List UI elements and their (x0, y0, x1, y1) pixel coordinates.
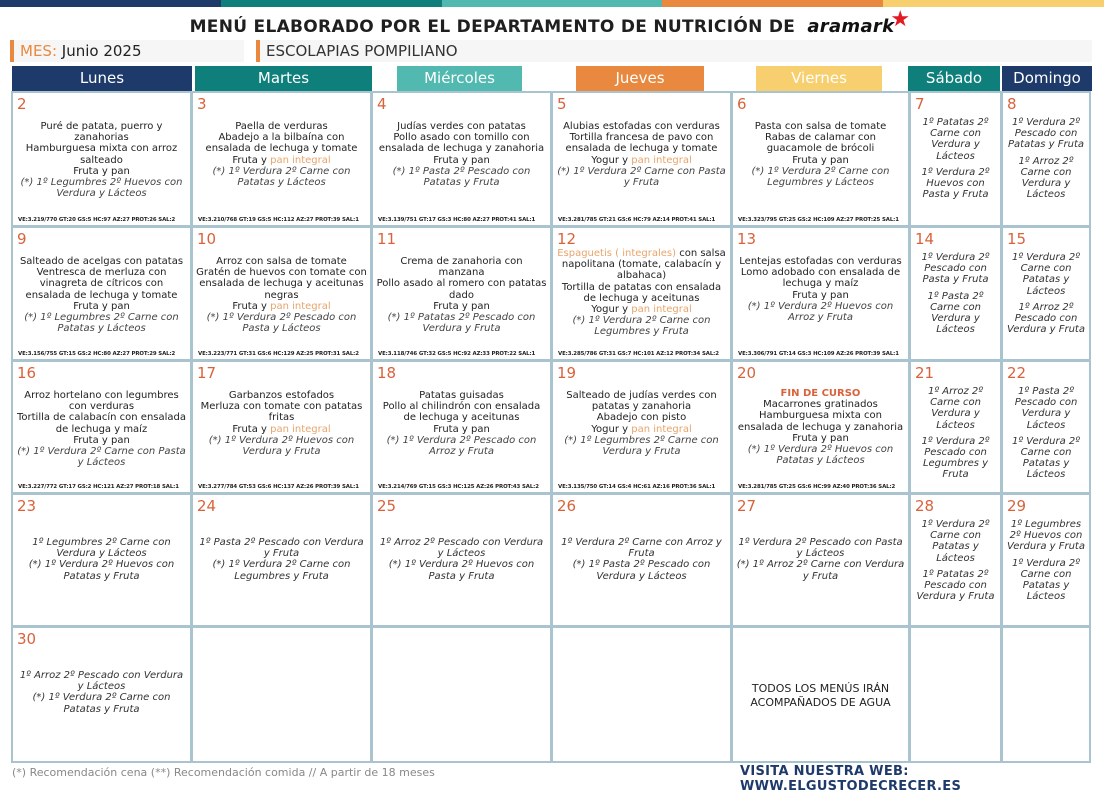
day-number: 9 (17, 230, 27, 248)
menu-line: Pasta con salsa de tomate (754, 121, 887, 132)
dinner-recommendation: (*) 1º Verdura 2º Carne con Pasta y Fruta (557, 165, 726, 189)
day-number: 4 (377, 95, 387, 113)
day-cell (909, 626, 1002, 763)
menu-line: Abadejo con pisto (596, 412, 687, 424)
dinner-recommendation: (*) 1º Verdura 2º Carne con Legumbres y Fruta (572, 315, 711, 338)
footer-website-link[interactable]: VISITA NUESTRA WEB: WWW.ELGUSTODECRECER.ES (740, 764, 962, 794)
weekend-menu (1006, 519, 1086, 607)
star-icon: ★ (890, 7, 911, 32)
day-cell (731, 493, 910, 627)
day-cell (731, 626, 910, 763)
menu-line (556, 155, 727, 166)
day-cell (1001, 91, 1091, 227)
day-number: 19 (557, 364, 577, 382)
day-cell (191, 626, 372, 763)
day-header-martes: Martes (195, 66, 372, 91)
footer-note: (*) Recomendación cena (**) Recomendación comida // A partir de 18 meses (12, 766, 435, 779)
day-number: 10 (197, 230, 217, 248)
nutrition-info: VE:3.285/786 GT:31 GS:7 HC:101 AZ:12 PROT:34 SAL:2 (558, 351, 719, 357)
day-number: 20 (737, 364, 757, 382)
day-number: 26 (557, 497, 577, 515)
menu-line: Tortilla de calabacín con ensalada de lechuga y maíz (16, 412, 187, 435)
weekend-menu (914, 519, 997, 607)
day-header-sábado: Sábado (908, 66, 1000, 91)
day-number: 29 (1007, 497, 1027, 515)
menu-content (736, 388, 905, 466)
menu-content (196, 390, 367, 457)
dessert-text: Fruta y (232, 154, 271, 166)
nutrition-info: VE:3.323/795 GT:25 GS:2 HC:109 AZ:27 PROT:25 SAL:1 (738, 217, 899, 223)
day-cell (1001, 226, 1091, 361)
menu-line (556, 304, 727, 315)
day-number: 28 (915, 497, 935, 515)
day-number: 17 (197, 364, 217, 382)
menu-content (16, 121, 187, 199)
day-number: 6 (737, 95, 747, 113)
menu-line: Tortilla francesa de pavo con ensalada de lechuga y tomate (565, 132, 718, 155)
menu-line: Fruta y pan (792, 289, 849, 301)
menu-line: Pollo asado con tomillo con ensalada de lechuga y zanahoria (378, 132, 545, 155)
nutrition-info: VE:3.219/770 GT:20 GS:5 HC:97 AZ:27 PROT:26 SAL:2 (18, 217, 176, 223)
menu-line: Fruta y pan (433, 154, 490, 166)
nutrition-info: VE:3.277/784 GT:53 GS:6 HC:137 AZ:26 PROT:39 SAL:1 (198, 484, 359, 490)
weekend-recommendation: 1º Legumbres 2º Huevos con Verdura y Fruta (1007, 519, 1085, 553)
menu-content (376, 390, 547, 457)
school-box (256, 40, 1092, 62)
day-number: 23 (17, 497, 37, 515)
nutrition-info: VE:3.118/746 GT:32 GS:5 HC:92 AZ:33 PROT:22 SAL:1 (378, 351, 536, 357)
day-cell (371, 360, 552, 494)
menu-line: Crema de zanahoria con manzana (400, 256, 523, 279)
month-value: Junio 2025 (61, 42, 142, 60)
dessert-text: Yogur y (591, 304, 632, 316)
day-number: 3 (197, 95, 207, 113)
menu-line: Judías verdes con patatas (397, 121, 526, 132)
menu-line: Fruta y pan (792, 154, 849, 166)
day-cell (1001, 360, 1091, 494)
day-cell (1001, 493, 1091, 627)
weekend-recommendation: 1º Patatas 2º Carne con Verdura y Lácteos (922, 117, 989, 162)
dinner-recommendation: (*) 1º Verdura 2º Pescado con Arroz y Fruta (386, 434, 537, 458)
recommendation: 1º Verdura 2º Pescado con Pasta y Lácteos (738, 537, 903, 560)
day-number: 18 (377, 364, 397, 382)
day-cell (731, 360, 910, 494)
day-cell (191, 360, 372, 494)
dinner-recommendation: (*) 1º Arroz 2º Carne con Verdura y Fruta (736, 559, 905, 582)
menu-line: Pollo al chilindrón con ensalada de lechuga y aceitunas (382, 401, 541, 424)
dessert-text: Fruta y (232, 300, 271, 312)
nutrition-info: VE:3.210/768 GT:19 GS:5 HC:112 AZ:27 PROT:39 SAL:1 (198, 217, 359, 223)
day-cell (551, 360, 732, 494)
menu-line: Merluza con tomate con patatas fritas (200, 401, 363, 424)
dinner-recommendation: (*) 1º Patatas 2º Pescado con Verdura y Fruta (387, 312, 536, 335)
dinner-recommendation: (*) 1º Verdura 2º Huevos con Arroz y Fruta (747, 300, 894, 324)
menu-line: Ventresca de merluza con vinagreta de cítricos con ensalada de lechuga y tomate (25, 267, 178, 301)
day-cell (731, 91, 910, 227)
weekend-recommendation: 1º Verdura 2º Pescado con Patatas y Fruta (1008, 117, 1084, 151)
water-note: TODOS LOS MENÚS IRÁN ACOMPAÑADOS DE AGUA (750, 682, 891, 709)
day-header-domingo: Domingo (1002, 66, 1092, 91)
menu-line (196, 301, 367, 312)
menu-line: Fruta y pan (73, 165, 130, 177)
weekend-recommendation: 1º Verdura 2º Carne con Patatas y Lácteos (921, 519, 990, 564)
day-cell (11, 91, 192, 227)
day-header-lunes: Lunes (12, 66, 192, 91)
page-title (0, 7, 1104, 38)
day-cell (191, 91, 372, 227)
weekend-menu (914, 117, 997, 205)
weekend-menu (914, 252, 997, 340)
dinner-recommendation: (*) 1º Legumbres 2º Carne con Verdura y Fruta (564, 434, 719, 458)
menu-line: Fruta y pan (433, 423, 490, 435)
menu-line: Paella de verduras (235, 121, 328, 132)
menu-line: Hamburguesa mixta con ensalada de lechuga y zanahoria (737, 410, 904, 433)
dinner-recommendation: (*) 1º Pasta 2º Pescado con Patatas y Fruta (392, 165, 531, 189)
day-cell (909, 91, 1002, 227)
menu-line (196, 424, 367, 435)
dinner-recommendation: (*) 1º Legumbres 2º Huevos con Verdura y Lácteos (20, 177, 183, 200)
dessert-text: Fruta y (232, 423, 271, 435)
menu-line: Fruta y pan (792, 432, 849, 444)
dinner-recommendation: (*) 1º Verdura 2º Pescado con Pasta y Lácteos (206, 312, 357, 335)
menu-content (736, 121, 905, 188)
weekend-recommendation: 1º Arroz 2º Carne con Verdura y Lácteos (1018, 155, 1074, 201)
menu-line (556, 424, 727, 435)
menu-line: Salteado de acelgas con patatas (19, 256, 184, 267)
menu-content (16, 256, 187, 334)
dinner-recommendation: (*) 1º Verdura 2º Huevos con Patatas y Fruta (28, 559, 175, 582)
nutrition-info: VE:3.227/772 GT:17 GS:2 HC:121 AZ:27 PROT:18 SAL:1 (18, 484, 179, 490)
day-number: 5 (557, 95, 567, 113)
day-number: 25 (377, 497, 397, 515)
integral-bread: pan integral (631, 304, 692, 316)
menu-line: Lomo adobado con ensalada de lechuga y maíz (740, 267, 901, 290)
recommendation: 1º Verdura 2º Carne con Arroz y Fruta (561, 537, 722, 560)
day-cell (11, 493, 192, 627)
day-number: 27 (737, 497, 757, 515)
recommendation: 1º Arroz 2º Pescado con Verdura y Lácteos (19, 670, 184, 693)
menu-content (16, 390, 187, 468)
weekend-menu (914, 386, 997, 486)
weekend-recommendation: 1º Arroz 2º Carne con Verdura y Lácteos (928, 386, 983, 431)
day-number: 7 (915, 95, 925, 113)
integral-highlight: Espaguetis ( integrales) (557, 248, 677, 259)
nutrition-info: VE:3.135/750 GT:14 GS:4 HC:61 AZ:16 PROT:36 SAL:1 (558, 484, 716, 490)
day-number: 30 (17, 630, 37, 648)
aramark-logo: aramark★ (807, 7, 911, 37)
dinner-recommendation: (*) 1º Verdura 2º Huevos con Verdura y Fruta (208, 434, 355, 458)
day-number: 15 (1007, 230, 1027, 248)
menu-line: Macarrones gratinados (763, 399, 878, 411)
dinner-recommendation: (*) 1º Verdura 2º Carne con Legumbres y Fruta (212, 559, 351, 582)
menu-line: Fruta y pan (73, 434, 130, 446)
menu-content (556, 248, 727, 338)
menu-line (556, 248, 727, 282)
day-number: 16 (17, 364, 37, 382)
dinner-recommendation: (*) 1º Verdura 2º Carne con Patatas y Fruta (32, 692, 171, 715)
recommendation: 1º Pasta 2º Pescado con Verdura y Fruta (199, 537, 364, 560)
weekend-recommendation: 1º Verdura 2º Pescado con Legumbres y Fruta (921, 435, 990, 481)
day-number: 22 (1007, 364, 1027, 382)
nutrition-info: VE:3.223/771 GT:31 GS:6 HC:129 AZ:25 PROT:31 SAL:2 (198, 351, 359, 357)
month-box (10, 40, 244, 62)
nutrition-info: VE:3.281/785 GT:25 GS:6 HC:99 AZ:40 PROT:36 SAL:2 (738, 484, 896, 490)
menu-line: Fruta y pan (433, 300, 490, 312)
nutrition-info: VE:3.139/751 GT:17 GS:3 HC:80 AZ:27 PROT:41 SAL:1 (378, 217, 536, 223)
weekend-menu (376, 537, 547, 582)
nutrition-info: VE:3.281/785 GT:21 GS:6 HC:79 AZ:14 PROT:41 SAL:1 (558, 217, 716, 223)
menu-line: Arroz con salsa de tomate (216, 256, 347, 267)
recommendation: 1º Legumbres 2º Carne con Verdura y Lácteos (32, 537, 171, 560)
day-cell (11, 226, 192, 361)
day-cell (909, 226, 1002, 361)
day-cell (551, 226, 732, 361)
weekend-recommendation: 1º Verdura 2º Carne con Patatas y Lácteos (1012, 252, 1080, 297)
integral-bread: pan integral (631, 423, 692, 435)
month-label: MES: (20, 42, 57, 60)
weekend-menu (556, 537, 727, 582)
dinner-recommendation: (*) 1º Pasta 2º Pescado con Verdura y Lácteos (572, 559, 711, 582)
day-header-jueves: Jueves (576, 66, 704, 91)
day-cell (191, 226, 372, 361)
integral-bread: pan integral (270, 300, 331, 312)
weekend-recommendation: 1º Verdura 2º Huevos con Pasta y Fruta (921, 166, 990, 201)
day-cell (11, 626, 192, 763)
day-cell (371, 626, 552, 763)
recommendation: 1º Arroz 2º Pescado con Verdura y Lácteos (379, 537, 544, 560)
dinner-recommendation: (*) 1º Verdura 2º Huevos con Pasta y Fruta (388, 559, 535, 582)
menu-line: Pollo asado al romero con patatas dado (376, 278, 547, 301)
menu-line-rest: con salsa napolitana (tomate, calabacín y albahaca) (561, 248, 726, 282)
integral-bread: pan integral (270, 154, 331, 166)
weekend-menu (16, 670, 187, 715)
end-of-course-label: FIN DE CURSO (780, 388, 861, 399)
weekend-recommendation: 1º Verdura 2º Carne con Patatas y Lácteos (1012, 557, 1080, 603)
menu-line: Gratén de huevos con tomate con ensalada de lechuga y aceitunas negras (196, 267, 367, 301)
weekend-menu (16, 537, 187, 582)
menu-line: Rabas de calamar con guacamole de brócoli (764, 132, 877, 155)
day-cell (909, 360, 1002, 494)
day-number: 24 (197, 497, 217, 515)
day-cell (11, 360, 192, 494)
day-header-viernes: Viernes (756, 66, 882, 91)
menu-content (196, 256, 367, 334)
day-number: 14 (915, 230, 935, 248)
top-color-bar (0, 0, 1104, 7)
menu-content (556, 390, 727, 457)
weekend-menu (1006, 252, 1086, 340)
day-cell (371, 91, 552, 227)
day-cell (909, 493, 1002, 627)
menu-content (376, 256, 547, 334)
dessert-text: Yogur y (591, 154, 632, 166)
day-cell (731, 226, 910, 361)
weekend-menu (1006, 386, 1086, 486)
day-cell (191, 493, 372, 627)
day-number: 12 (557, 230, 577, 248)
nutrition-info: VE:3.214/769 GT:15 GS:3 HC:125 AZ:26 PROT:43 SAL:2 (378, 484, 539, 490)
weekend-recommendation: 1º Arroz 2º Pescado con Verdura y Fruta (1007, 301, 1085, 336)
menu-line: Patatas guisadas (419, 390, 504, 401)
menu-line: Alubias estofadas con verduras (563, 121, 720, 132)
menu-content (736, 256, 905, 323)
menu-line: Abadejo a la bilbaína con ensalada de lechuga y tomate (205, 132, 358, 155)
day-number: 11 (377, 230, 397, 248)
day-number: 13 (737, 230, 757, 248)
weekend-recommendation: 1º Verdura 2º Carne con Patatas y Lácteos (1012, 435, 1080, 481)
menu-line: Salteado de judías verdes con patatas y zanahoria (566, 390, 717, 413)
day-cell (551, 493, 732, 627)
integral-bread: pan integral (270, 423, 331, 435)
weekend-menu (736, 537, 905, 582)
menu-line: Garbanzos estofados (228, 390, 335, 401)
day-cell (371, 493, 552, 627)
weekend-recommendation: 1º Patatas 2º Pescado con Verdura y Fruta (916, 568, 995, 603)
weekend-menu (1006, 117, 1086, 205)
weekend-recommendation: 1º Pasta 2º Carne con Verdura y Lácteos (927, 290, 984, 336)
menu-line: Lentejas estofadas con verduras (739, 256, 902, 267)
day-cell (551, 91, 732, 227)
day-cell (1001, 626, 1091, 763)
menu-content (556, 121, 727, 188)
nutrition-info: VE:3.156/755 GT:15 GS:2 HC:80 AZ:27 PROT:29 SAL:2 (18, 351, 176, 357)
day-cell (371, 226, 552, 361)
menu-line: Fruta y pan (73, 300, 130, 312)
day-cell (551, 626, 732, 763)
day-number: 8 (1007, 95, 1017, 113)
dinner-recommendation: (*) 1º Verdura 2º Carne con Legumbres y Lácteos (751, 165, 890, 189)
nutrition-info: VE:3.306/791 GT:14 GS:3 HC:109 AZ:26 PROT:39 SAL:1 (738, 351, 899, 357)
menu-content (196, 121, 367, 188)
day-header-miércoles: Miércoles (397, 66, 522, 91)
menu-line: Puré de patata, puerro y zanahorias (40, 121, 163, 144)
menu-line (196, 155, 367, 166)
integral-bread: pan integral (631, 154, 692, 166)
day-number: 2 (17, 95, 27, 113)
menu-line: Arroz hortelano con legumbres con verduras (24, 390, 179, 413)
weekend-recommendation: 1º Verdura 2º Pescado con Pasta y Fruta (921, 252, 990, 286)
weekend-recommendation: 1º Pasta 2º Pescado con Verdura y Lácteos (1014, 386, 1078, 431)
title-text: MENÚ ELABORADO POR EL DEPARTAMENTO DE NUTRICIÓN DE (189, 17, 796, 37)
menu-line: Tortilla de patatas con ensalada de lechuga y aceitunas (561, 281, 722, 304)
school-name: ESCOLAPIAS POMPILIANO (266, 42, 458, 60)
weekend-menu (196, 537, 367, 582)
dessert-text: Yogur y (591, 423, 632, 435)
day-number: 21 (915, 364, 935, 382)
dinner-recommendation: (*) 1º Verdura 2º Huevos con Patatas y Lácteos (747, 444, 894, 467)
dinner-recommendation: (*) 1º Legumbres 2º Carne con Patatas y Lácteos (24, 312, 179, 335)
dinner-recommendation: (*) 1º Verdura 2º Carne con Pasta y Lácteos (17, 446, 186, 469)
dinner-recommendation: (*) 1º Verdura 2º Carne con Patatas y Lácteos (212, 165, 351, 189)
menu-content (376, 121, 547, 188)
menu-line: Hamburguesa mixta con arroz salteado (25, 143, 178, 166)
